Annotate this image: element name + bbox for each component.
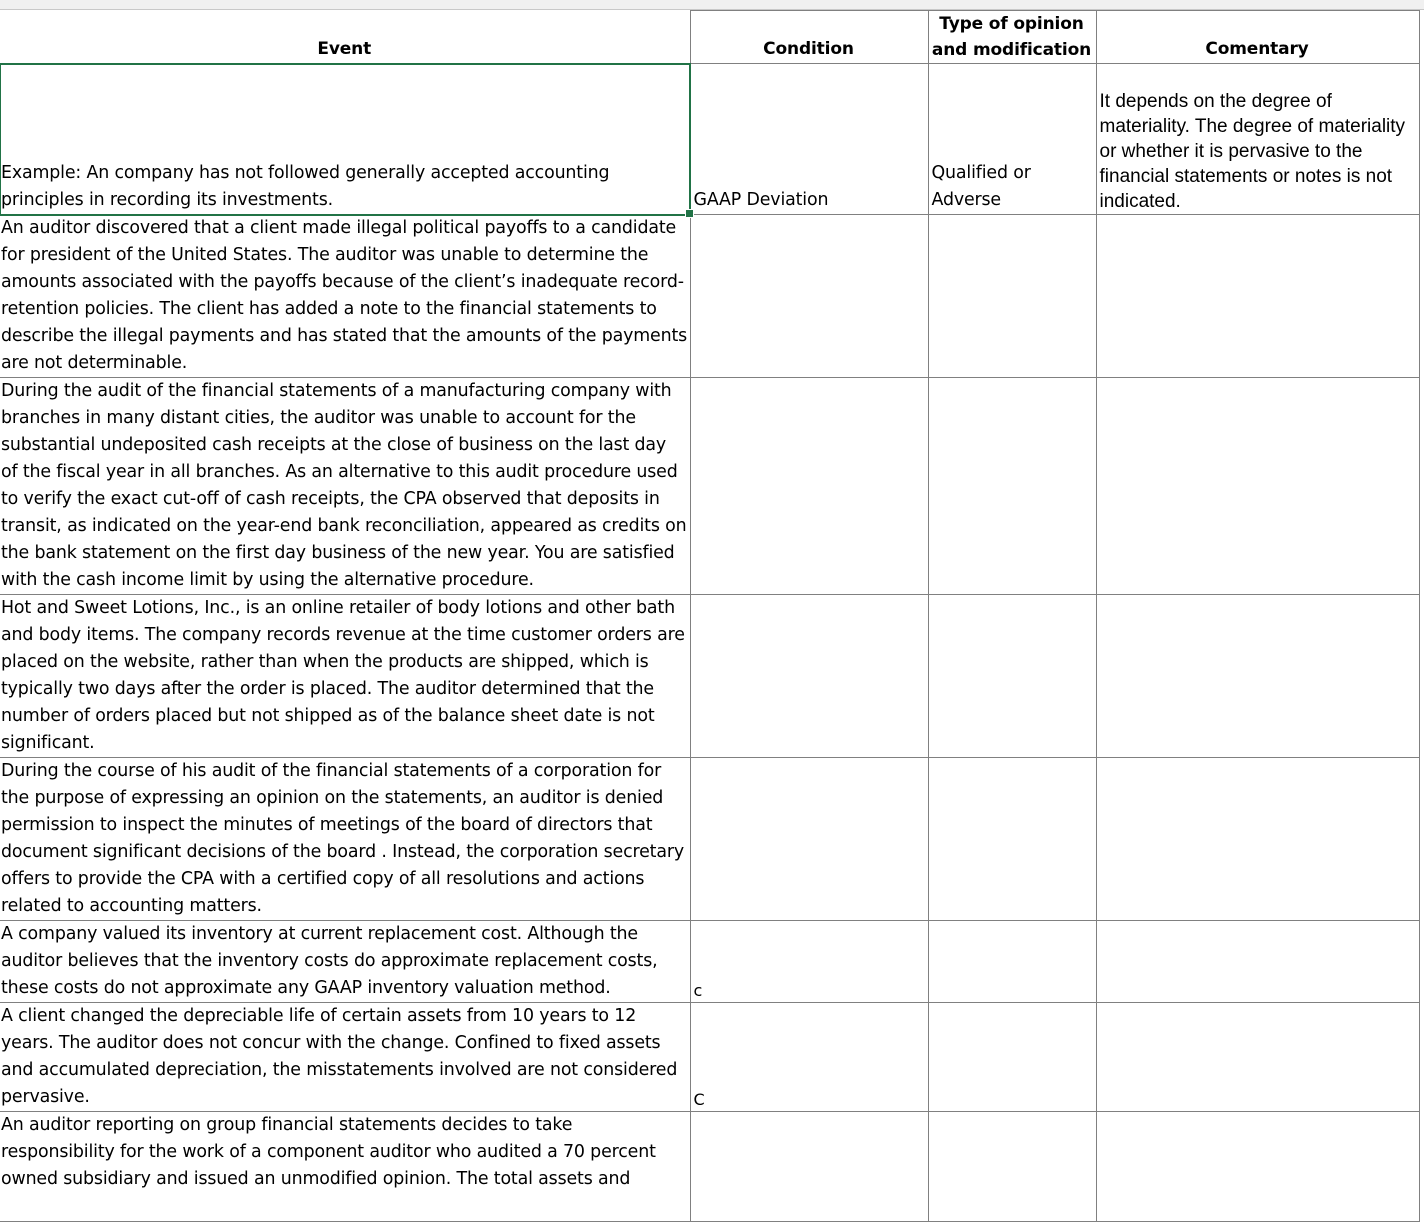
event-cell[interactable]: An auditor reporting on group financial statements decides to take responsibility for the work of a component auditor who audited a 70 percent owned subsidiary and issued an unmodified opinion. The total assets and (0, 1112, 690, 1222)
opinion-cell[interactable] (928, 595, 1096, 758)
opinion-cell[interactable] (928, 1112, 1096, 1222)
commentary-cell[interactable] (1096, 595, 1419, 758)
opinion-cell[interactable]: Qualified or Adverse (928, 64, 1096, 215)
spreadsheet-grid[interactable] (0, 10, 1420, 1189)
commentary-cell[interactable]: It depends on the degree of materiality. The degree of materiality or whether it is pervasive to the financial statements or notes is not indicated. (1096, 64, 1419, 215)
condition-cell[interactable]: GAAP Deviation (690, 64, 928, 215)
commentary-cell[interactable] (1096, 215, 1419, 378)
table-row (0, 921, 1419, 1003)
condition-cell[interactable] (690, 378, 928, 595)
event-cell[interactable]: A company valued its inventory at current replacement cost. Although the auditor believes that the inventory costs do approximate replacement costs, these costs do not approximate any GAAP inventory valuation method. (0, 921, 690, 1003)
opinion-cell[interactable] (928, 215, 1096, 378)
event-cell[interactable]: Example: An company has not followed generally accepted accounting principles in recording its investments. (0, 64, 690, 215)
event-cell[interactable]: A client changed the depreciable life of certain assets from 10 years to 12 years. The auditor does not concur with the change. Confined to fixed assets and accumulated depreciation, the misstatements involved are not considered pervasive. (0, 1003, 690, 1112)
commentary-cell[interactable] (1096, 1003, 1419, 1112)
opinion-cell[interactable] (928, 758, 1096, 921)
commentary-cell[interactable] (1096, 378, 1419, 595)
fill-handle[interactable] (685, 209, 694, 218)
opinion-table (0, 10, 1420, 1222)
table-row (0, 758, 1419, 921)
condition-cell[interactable]: C (690, 1003, 928, 1112)
table-row (0, 1112, 1419, 1222)
condition-cell[interactable] (690, 758, 928, 921)
header-condition[interactable]: Condition (690, 11, 928, 64)
commentary-cell[interactable] (1096, 758, 1419, 921)
event-cell[interactable]: Hot and Sweet Lotions, Inc., is an online retailer of body lotions and other bath and body items. The company records revenue at the time customer orders are placed on the website, rather than when the products are shipped, which is typically two days after the order is placed. The auditor determined that the number of orders placed but not shipped as of the balance sheet date is not significant. (0, 595, 690, 758)
condition-cell[interactable] (690, 595, 928, 758)
sheet-top-border (0, 0, 1424, 10)
header-commentary[interactable]: Comentary (1096, 11, 1419, 64)
table-row (0, 215, 1419, 378)
commentary-cell[interactable] (1096, 921, 1419, 1003)
table-row (0, 595, 1419, 758)
opinion-cell[interactable] (928, 378, 1096, 595)
header-row (0, 11, 1419, 64)
condition-cell[interactable]: c (690, 921, 928, 1003)
header-opinion[interactable]: Type of opinion and modification (928, 11, 1096, 64)
table-row (0, 378, 1419, 595)
event-cell[interactable]: During the course of his audit of the financial statements of a corporation for the purpose of expressing an opinion on the statements, an auditor is denied permission to inspect the minutes of meetings of the board of directors that document significant decisions of the board . Instead, the corporation secretary offers to provide the CPA with a certified copy of all resolutions and actions related to accounting matters. (0, 758, 690, 921)
event-cell[interactable]: During the audit of the financial statements of a manufacturing company with branches in many distant cities, the auditor was unable to account for the substantial undeposited cash receipts at the close of business on the last day of the fiscal year in all branches. As an alternative to this audit procedure used to verify the exact cut-off of cash receipts, the CPA observed that deposits in transit, as indicated on the year-end bank reconciliation, appeared as credits on the bank statement on the first day business of the new year. You are satisfied with the cash income limit by using the alternative procedure. (0, 378, 690, 595)
opinion-cell[interactable] (928, 921, 1096, 1003)
event-cell[interactable]: An auditor discovered that a client made illegal political payoffs to a candidate for president of the United States. The auditor was unable to determine the amounts associated with the payoffs because of the client’s inadequate record-retention policies. The client has added a note to the financial statements to describe the illegal payments and has stated that the amounts of the payments are not determinable. (0, 215, 690, 378)
table-row (0, 1003, 1419, 1112)
condition-cell[interactable] (690, 215, 928, 378)
condition-cell[interactable] (690, 1112, 928, 1222)
opinion-cell[interactable] (928, 1003, 1096, 1112)
commentary-cell[interactable] (1096, 1112, 1419, 1222)
header-event[interactable]: Event (0, 11, 690, 64)
table-row (0, 64, 1419, 215)
